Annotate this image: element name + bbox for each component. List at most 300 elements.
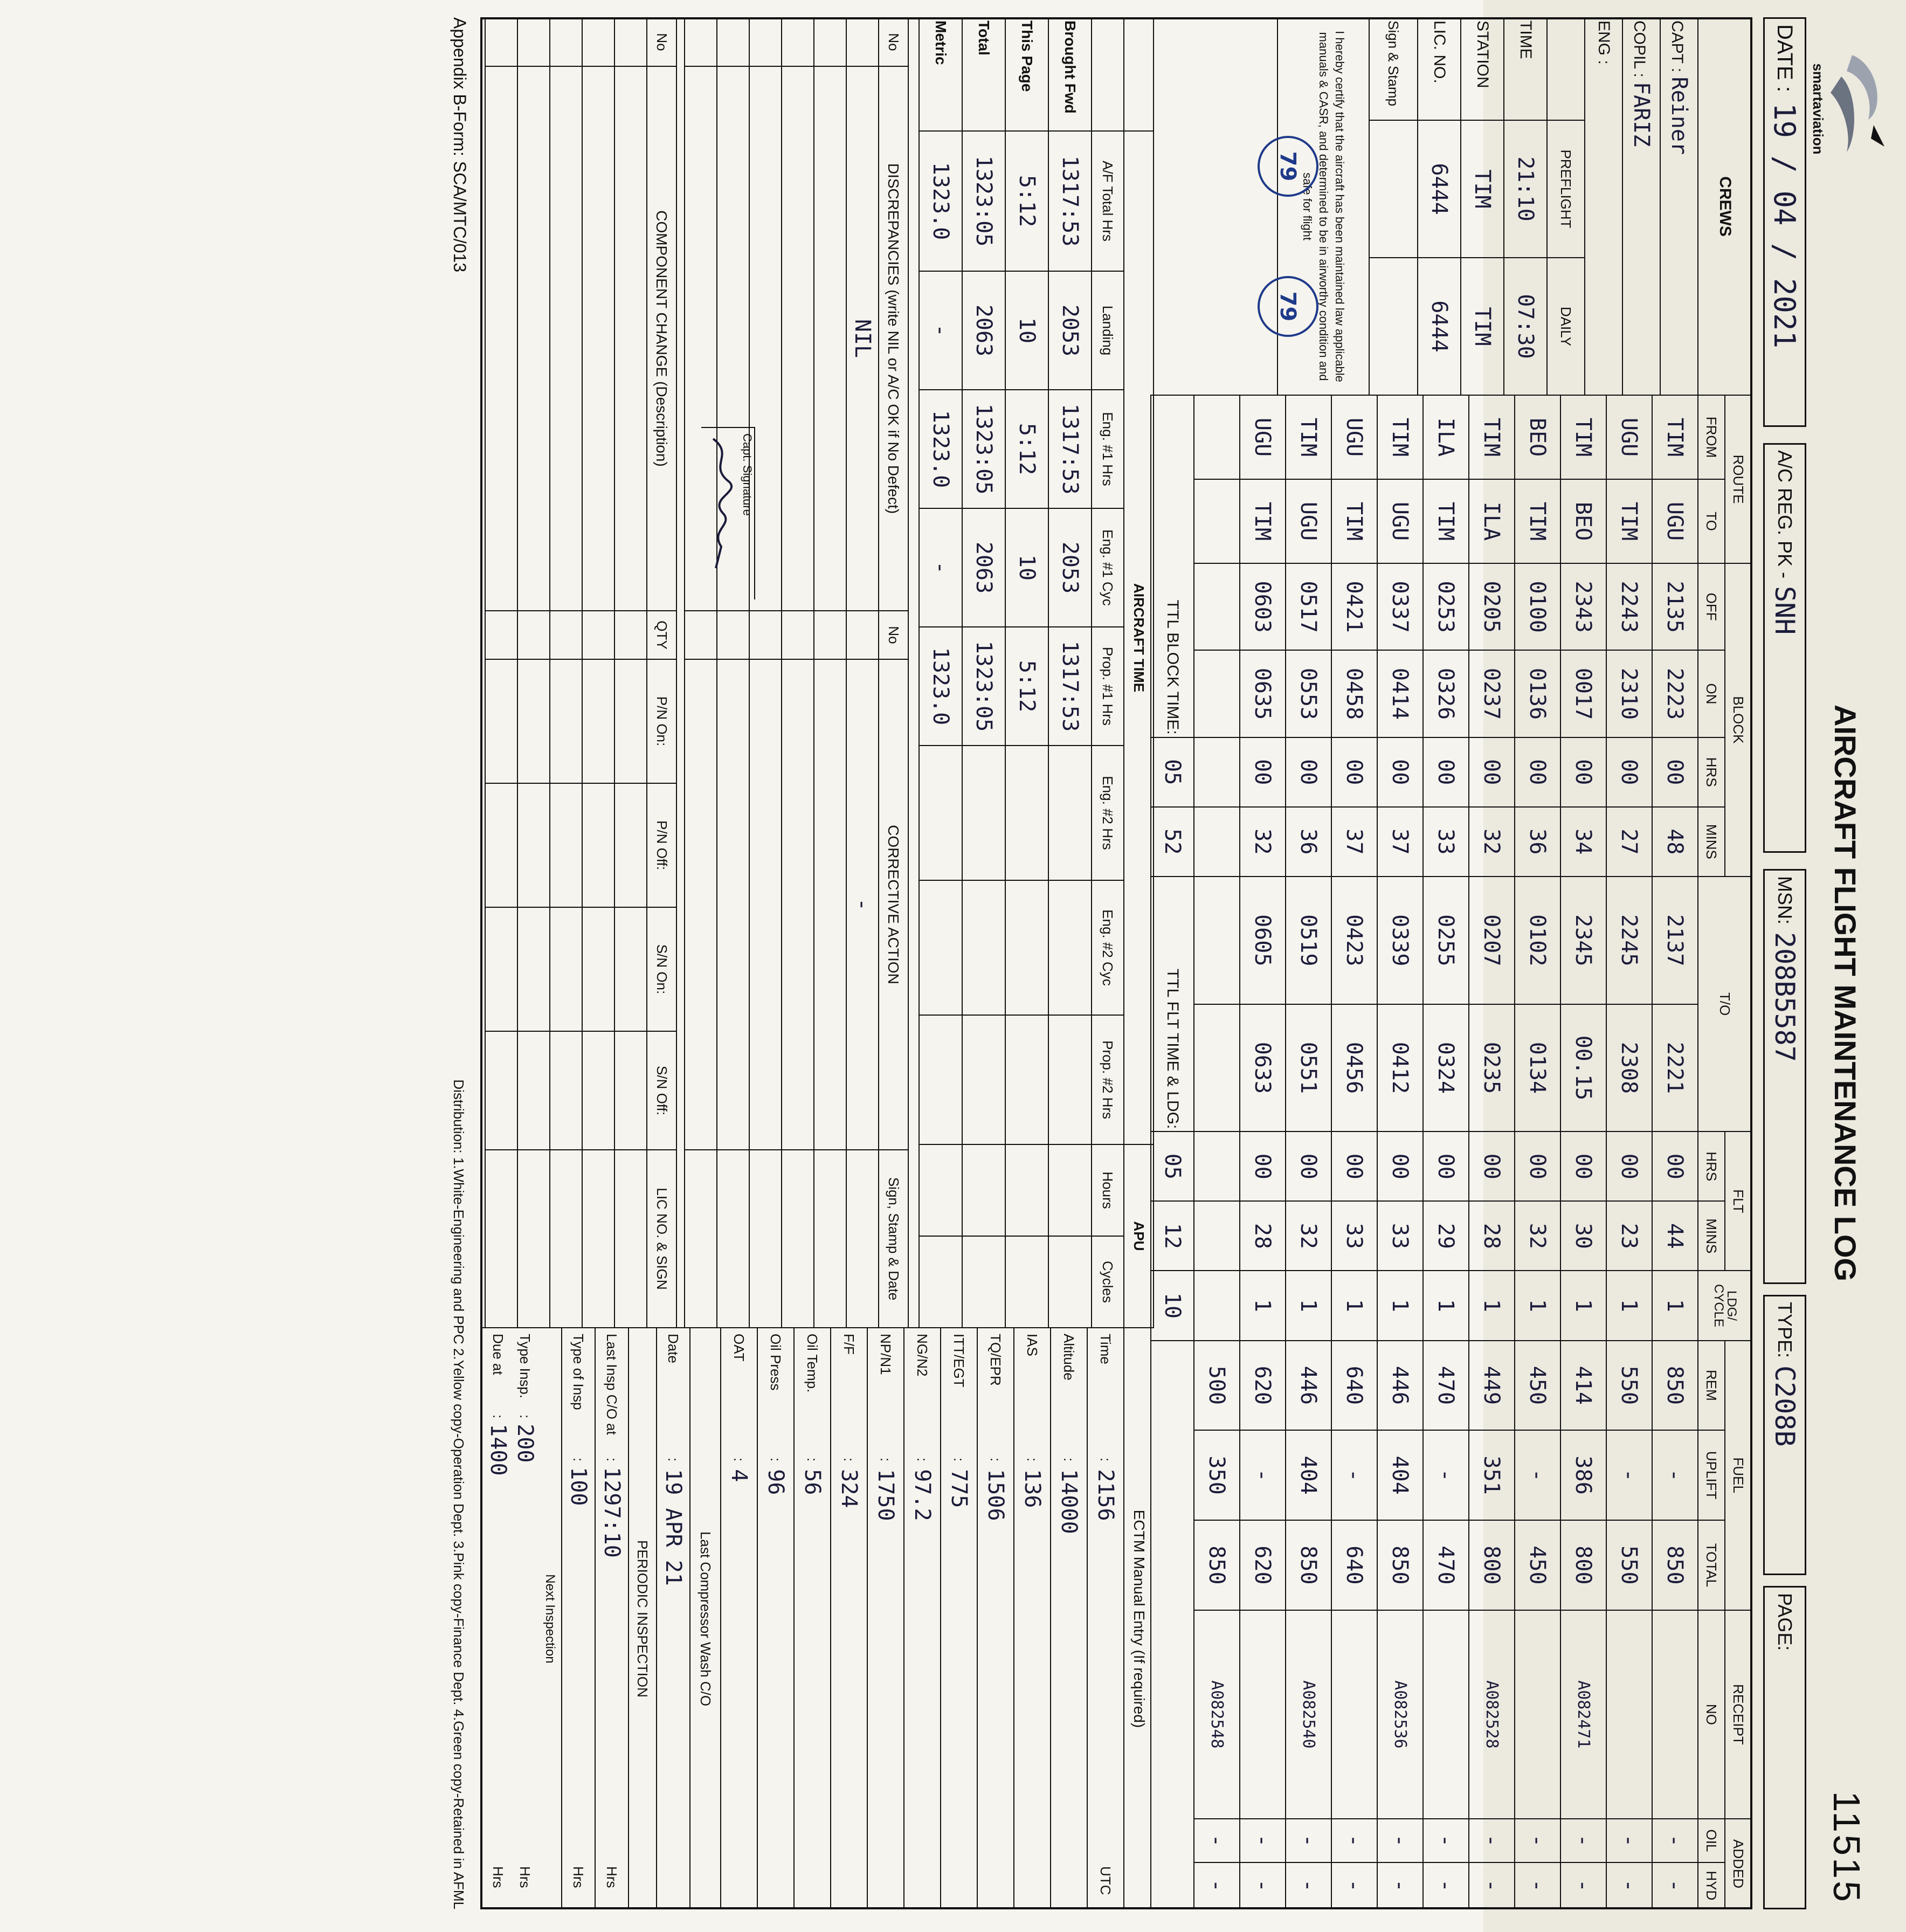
flight-ldg-cell[interactable]: 0324 (1423, 1004, 1469, 1132)
flight-total-cell[interactable]: 550 (1606, 1520, 1652, 1610)
daily-lic[interactable]: 6444 (1418, 258, 1461, 395)
flight-total-cell[interactable]: 850 (1194, 1520, 1240, 1610)
apu-hours-1[interactable] (1048, 1144, 1092, 1236)
ectm-field-row[interactable] (940, 1328, 977, 1909)
apu-hours-2[interactable] (1005, 1144, 1048, 1236)
flight-from-cell[interactable]: ILA (1423, 395, 1469, 479)
component-cell[interactable] (485, 611, 517, 659)
flight-fhrs-cell[interactable]: 00 (1286, 1131, 1331, 1201)
aircraft-time-value[interactable]: - (919, 508, 962, 627)
sign-5[interactable] (717, 1150, 749, 1328)
flight-off-cell[interactable]: 2243 (1606, 563, 1652, 650)
component-cell[interactable] (582, 907, 614, 1031)
daily-sign[interactable] (1369, 258, 1418, 395)
due-at-row[interactable]: Due at : 1400 Hrs (485, 1328, 512, 1909)
flight-hrs-cell[interactable]: 00 (1240, 737, 1286, 807)
flight-from-cell[interactable]: TIM (1560, 395, 1606, 479)
flight-fmins-cell[interactable] (1194, 1201, 1240, 1271)
flight-off-cell[interactable]: 0253 (1423, 563, 1469, 650)
flight-on-cell[interactable]: 0237 (1469, 650, 1515, 737)
flight-no-cell[interactable]: A082528 (1469, 1610, 1515, 1819)
flight-hrs-cell[interactable]: 00 (1377, 737, 1423, 807)
flight-mins-cell[interactable]: 37 (1377, 807, 1423, 877)
flight-fmins-cell[interactable]: 23 (1606, 1201, 1652, 1271)
flight-on-cell[interactable]: 0136 (1515, 650, 1560, 737)
component-cell[interactable] (517, 611, 550, 659)
flight-fhrs-cell[interactable] (1194, 1131, 1240, 1201)
flight-from-cell[interactable]: TIM (1286, 395, 1331, 479)
ttl-flt-mins[interactable]: 12 (1151, 1201, 1194, 1271)
flight-to-time-cell[interactable]: 0207 (1469, 877, 1515, 1004)
flight-cycle-cell[interactable]: 1 (1469, 1271, 1515, 1340)
corr-4[interactable] (749, 659, 782, 1150)
flight-oil-cell[interactable]: - (1469, 1819, 1515, 1862)
aircraft-time-value[interactable] (962, 1015, 1005, 1144)
flight-fmins-cell[interactable]: 32 (1515, 1201, 1560, 1271)
flight-no-cell[interactable] (1240, 1610, 1286, 1819)
corr-no-1[interactable] (846, 611, 879, 659)
flight-fhrs-cell[interactable]: 00 (1423, 1131, 1469, 1201)
flight-to-cell[interactable]: TIM (1515, 479, 1560, 563)
capt-signature-box[interactable] (701, 427, 755, 599)
component-cell[interactable] (614, 611, 647, 659)
component-cell[interactable] (517, 18, 550, 66)
daily-time[interactable]: 07:30 (1504, 258, 1547, 395)
reg-box[interactable] (1763, 443, 1806, 853)
ectm-field-row[interactable] (867, 1328, 903, 1909)
flight-total-cell[interactable]: 450 (1515, 1520, 1560, 1610)
flight-fhrs-cell[interactable]: 00 (1331, 1131, 1377, 1201)
flight-hyd-cell[interactable]: - (1240, 1862, 1286, 1909)
aircraft-time-value[interactable]: 1317:53 (1048, 390, 1092, 508)
flight-no-cell[interactable]: A082548 (1194, 1610, 1240, 1819)
disc-2[interactable] (814, 66, 846, 611)
aircraft-time-value[interactable]: 2063 (962, 508, 1005, 627)
flight-mins-cell[interactable]: 36 (1515, 807, 1560, 877)
aircraft-time-value[interactable]: 5:12 (1005, 390, 1048, 508)
flight-cycle-cell[interactable] (1194, 1271, 1240, 1340)
flight-on-cell[interactable]: 0553 (1286, 650, 1331, 737)
component-cell[interactable] (614, 1150, 647, 1328)
corr-no-3[interactable] (782, 611, 814, 659)
flight-cycle-cell[interactable]: 1 (1377, 1271, 1423, 1340)
aircraft-time-value[interactable]: 1323.0 (919, 627, 962, 746)
flight-ldg-cell[interactable]: 0633 (1240, 1004, 1286, 1132)
ectm-field-row[interactable] (1050, 1328, 1087, 1909)
flight-fmins-cell[interactable]: 44 (1652, 1201, 1698, 1271)
flight-hyd-cell[interactable]: - (1423, 1862, 1469, 1909)
flight-on-cell[interactable]: 0017 (1560, 650, 1606, 737)
component-cell[interactable] (550, 783, 582, 907)
flight-no-cell[interactable] (1423, 1610, 1469, 1819)
component-cell[interactable] (550, 1150, 582, 1328)
flight-to-time-cell[interactable]: 2137 (1652, 877, 1698, 1004)
aircraft-time-value[interactable] (1005, 880, 1048, 1015)
component-cell[interactable] (582, 611, 614, 659)
flight-on-cell[interactable]: 0414 (1377, 650, 1423, 737)
sign-1[interactable] (846, 1150, 879, 1328)
flight-rem-cell[interactable]: 620 (1240, 1341, 1286, 1431)
component-cell[interactable] (550, 907, 582, 1031)
flight-oil-cell[interactable]: - (1286, 1819, 1331, 1862)
corr-no-2[interactable] (814, 611, 846, 659)
sign-6[interactable] (685, 1150, 717, 1328)
component-cell[interactable] (582, 659, 614, 783)
flight-on-cell[interactable] (1194, 650, 1240, 737)
flight-uplift-cell[interactable]: - (1606, 1430, 1652, 1520)
aircraft-time-value[interactable] (1005, 1015, 1048, 1144)
component-cell[interactable] (550, 66, 582, 611)
flight-oil-cell[interactable]: - (1331, 1819, 1377, 1862)
copil-row[interactable] (1622, 18, 1660, 395)
discrepancy-value[interactable]: NIL (846, 66, 879, 611)
flight-hyd-cell[interactable]: - (1652, 1862, 1698, 1909)
flight-uplift-cell[interactable]: - (1423, 1430, 1469, 1520)
aircraft-time-value[interactable]: 1323.0 (919, 131, 962, 271)
component-cell[interactable] (517, 907, 550, 1031)
ttl-flt-hrs[interactable]: 05 (1151, 1131, 1194, 1201)
flight-uplift-cell[interactable]: - (1515, 1430, 1560, 1520)
flight-oil-cell[interactable]: - (1515, 1819, 1560, 1862)
component-cell[interactable] (517, 783, 550, 907)
corr-no-4[interactable] (749, 611, 782, 659)
flight-fmins-cell[interactable]: 28 (1469, 1201, 1515, 1271)
flight-off-cell[interactable]: 0205 (1469, 563, 1515, 650)
flight-on-cell[interactable]: 0635 (1240, 650, 1286, 737)
flight-mins-cell[interactable]: 27 (1606, 807, 1652, 877)
disc-3[interactable] (782, 66, 814, 611)
flight-rem-cell[interactable]: 550 (1606, 1341, 1652, 1431)
next-type-row[interactable]: Type Insp. : 200 Hrs (512, 1328, 538, 1909)
preflight-station[interactable]: TIM (1461, 120, 1504, 258)
flight-to-time-cell[interactable]: 2345 (1560, 877, 1606, 1004)
aircraft-time-value[interactable]: 2053 (1048, 271, 1092, 390)
flight-on-cell[interactable]: 0458 (1331, 650, 1377, 737)
preflight-sign[interactable] (1369, 120, 1418, 258)
component-cell[interactable] (582, 1150, 614, 1328)
flight-from-cell[interactable]: TIM (1652, 395, 1698, 479)
flight-no-cell[interactable] (1331, 1610, 1377, 1819)
msn-box[interactable] (1763, 869, 1806, 1284)
flight-hrs-cell[interactable]: 00 (1560, 737, 1606, 807)
apu-cycles-1[interactable] (1048, 1236, 1092, 1328)
component-cell[interactable] (550, 611, 582, 659)
flight-uplift-cell[interactable]: 404 (1377, 1430, 1423, 1520)
flight-hrs-cell[interactable]: 00 (1469, 737, 1515, 807)
aircraft-time-value[interactable]: 1317:53 (1048, 131, 1092, 271)
capt-row[interactable] (1660, 18, 1698, 395)
component-cell[interactable] (517, 66, 550, 611)
flight-ldg-cell[interactable]: 0134 (1515, 1004, 1560, 1132)
corr-no-5[interactable] (717, 611, 749, 659)
flight-cycle-cell[interactable]: 1 (1286, 1271, 1331, 1340)
flight-ldg-cell[interactable]: 0235 (1469, 1004, 1515, 1132)
corr-2[interactable] (814, 659, 846, 1150)
flight-off-cell[interactable]: 0517 (1286, 563, 1331, 650)
flight-total-cell[interactable]: 800 (1469, 1520, 1515, 1610)
flight-fmins-cell[interactable]: 32 (1286, 1201, 1331, 1271)
compressor-wash-date-row[interactable]: Date : 19 APR 21 (656, 1328, 689, 1909)
aircraft-time-value[interactable] (1048, 1015, 1092, 1144)
flight-off-cell[interactable]: 0337 (1377, 563, 1423, 650)
flight-cycle-cell[interactable]: 1 (1560, 1271, 1606, 1340)
component-cell[interactable] (550, 659, 582, 783)
flight-on-cell[interactable]: 2223 (1652, 650, 1698, 737)
flight-uplift-cell[interactable]: 404 (1286, 1430, 1331, 1520)
flight-hyd-cell[interactable]: - (1560, 1862, 1606, 1909)
component-cell[interactable] (485, 1150, 517, 1328)
aircraft-time-value[interactable]: 1323.0 (919, 390, 962, 508)
flight-to-cell[interactable] (1194, 479, 1240, 563)
aircraft-time-value[interactable] (962, 880, 1005, 1015)
ectm-field-row[interactable] (1087, 1328, 1123, 1909)
flight-total-cell[interactable]: 800 (1560, 1520, 1606, 1610)
flight-from-cell[interactable] (1194, 395, 1240, 479)
flight-off-cell[interactable]: 0100 (1515, 563, 1560, 650)
ectm-field-row[interactable] (720, 1328, 757, 1909)
component-cell[interactable] (614, 659, 647, 783)
flight-mins-cell[interactable]: 33 (1423, 807, 1469, 877)
flight-fhrs-cell[interactable]: 00 (1606, 1131, 1652, 1201)
flight-to-cell[interactable]: TIM (1606, 479, 1652, 563)
flight-cycle-cell[interactable]: 1 (1606, 1271, 1652, 1340)
flight-to-cell[interactable]: TIM (1423, 479, 1469, 563)
aircraft-time-value[interactable]: 1323:05 (962, 627, 1005, 746)
ectm-field-row[interactable] (757, 1328, 793, 1909)
ectm-field-row[interactable] (830, 1328, 867, 1909)
flight-fhrs-cell[interactable]: 00 (1469, 1131, 1515, 1201)
corr-no-6[interactable] (685, 611, 717, 659)
aircraft-time-value[interactable]: 10 (1005, 271, 1048, 390)
component-cell[interactable] (614, 66, 647, 611)
flight-to-cell[interactable]: TIM (1331, 479, 1377, 563)
flight-fhrs-cell[interactable]: 00 (1652, 1131, 1698, 1201)
corr-5[interactable] (717, 659, 749, 1150)
apu-cycles-4[interactable] (919, 1236, 962, 1328)
flight-to-time-cell[interactable]: 0255 (1423, 877, 1469, 1004)
corr-6[interactable] (685, 659, 717, 1150)
flight-rem-cell[interactable]: 850 (1652, 1341, 1698, 1431)
aircraft-time-value[interactable] (1005, 746, 1048, 880)
aircraft-time-value[interactable]: 10 (1005, 508, 1048, 627)
flight-rem-cell[interactable]: 500 (1194, 1341, 1240, 1431)
flight-on-cell[interactable]: 2310 (1606, 650, 1652, 737)
aircraft-time-value[interactable]: 2053 (1048, 508, 1092, 627)
flight-rem-cell[interactable]: 449 (1469, 1341, 1515, 1431)
flight-ldg-cell[interactable]: 00.15 (1560, 1004, 1606, 1132)
flight-hrs-cell[interactable]: 00 (1652, 737, 1698, 807)
ectm-field-row[interactable] (903, 1328, 940, 1909)
component-cell[interactable] (517, 1031, 550, 1150)
flight-oil-cell[interactable]: - (1377, 1819, 1423, 1862)
flight-to-cell[interactable]: BEO (1560, 479, 1606, 563)
component-cell[interactable] (582, 66, 614, 611)
date-box[interactable] (1763, 17, 1806, 427)
aircraft-time-value[interactable] (919, 1015, 962, 1144)
flight-hyd-cell[interactable]: - (1469, 1862, 1515, 1909)
flight-off-cell[interactable] (1194, 563, 1240, 650)
flight-to-time-cell[interactable]: 0605 (1240, 877, 1286, 1004)
sign-4[interactable] (749, 1150, 782, 1328)
flight-mins-cell[interactable]: 32 (1469, 807, 1515, 877)
flight-ldg-cell[interactable]: 0412 (1377, 1004, 1423, 1132)
flight-to-time-cell[interactable] (1194, 877, 1240, 1004)
flight-cycle-cell[interactable]: 1 (1240, 1271, 1286, 1340)
component-cell[interactable] (582, 1031, 614, 1150)
apu-hours-4[interactable] (919, 1144, 962, 1236)
flight-hyd-cell[interactable]: - (1194, 1862, 1240, 1909)
flight-no-cell[interactable] (1515, 1610, 1560, 1819)
flight-uplift-cell[interactable]: 386 (1560, 1430, 1606, 1520)
flight-fhrs-cell[interactable]: 00 (1377, 1131, 1423, 1201)
eng-row[interactable] (1585, 18, 1622, 395)
component-cell[interactable] (614, 907, 647, 1031)
aircraft-time-value[interactable]: - (919, 271, 962, 390)
flight-total-cell[interactable]: 620 (1240, 1520, 1286, 1610)
flight-hyd-cell[interactable]: - (1331, 1862, 1377, 1909)
flight-rem-cell[interactable]: 446 (1377, 1341, 1423, 1431)
flight-to-time-cell[interactable]: 0102 (1515, 877, 1560, 1004)
flight-to-time-cell[interactable]: 0423 (1331, 877, 1377, 1004)
component-cell[interactable] (485, 1031, 517, 1150)
component-cell[interactable] (517, 659, 550, 783)
component-cell[interactable] (485, 907, 517, 1031)
flight-cycle-cell[interactable]: 1 (1515, 1271, 1560, 1340)
flight-fhrs-cell[interactable]: 00 (1560, 1131, 1606, 1201)
aircraft-time-value[interactable] (1048, 880, 1092, 1015)
flight-rem-cell[interactable]: 470 (1423, 1341, 1469, 1431)
flight-hyd-cell[interactable]: - (1515, 1862, 1560, 1909)
preflight-time[interactable]: 21:10 (1504, 120, 1547, 258)
flight-total-cell[interactable]: 470 (1423, 1520, 1469, 1610)
flight-mins-cell[interactable]: 36 (1286, 807, 1331, 877)
aircraft-time-value[interactable]: 5:12 (1005, 131, 1048, 271)
flight-oil-cell[interactable]: - (1423, 1819, 1469, 1862)
flight-no-cell[interactable] (1606, 1610, 1652, 1819)
disc-no-6[interactable] (685, 18, 717, 66)
flight-rem-cell[interactable]: 640 (1331, 1341, 1377, 1431)
flight-uplift-cell[interactable]: - (1652, 1430, 1698, 1520)
flight-oil-cell[interactable]: - (1560, 1819, 1606, 1862)
flight-fmins-cell[interactable]: 33 (1377, 1201, 1423, 1271)
sign-2[interactable] (814, 1150, 846, 1328)
flight-cycle-cell[interactable]: 1 (1423, 1271, 1469, 1340)
flight-from-cell[interactable]: UGU (1240, 395, 1286, 479)
flight-total-cell[interactable]: 850 (1286, 1520, 1331, 1610)
type-insp-row[interactable]: Type of Insp : 100 Hrs (561, 1328, 595, 1909)
component-cell[interactable] (582, 783, 614, 907)
flight-rem-cell[interactable]: 450 (1515, 1341, 1560, 1431)
flight-hyd-cell[interactable]: - (1286, 1862, 1331, 1909)
flight-to-cell[interactable]: UGU (1286, 479, 1331, 563)
flight-from-cell[interactable]: TIM (1469, 395, 1515, 479)
flight-hyd-cell[interactable]: - (1377, 1862, 1423, 1909)
flight-cycle-cell[interactable]: 1 (1652, 1271, 1698, 1340)
flight-from-cell[interactable]: UGU (1331, 395, 1377, 479)
flight-fmins-cell[interactable]: 30 (1560, 1201, 1606, 1271)
flight-from-cell[interactable]: TIM (1377, 395, 1423, 479)
flight-uplift-cell[interactable]: 350 (1194, 1430, 1240, 1520)
flight-to-cell[interactable]: ILA (1469, 479, 1515, 563)
disc-no-4[interactable] (749, 18, 782, 66)
flight-off-cell[interactable]: 0603 (1240, 563, 1286, 650)
flight-hrs-cell[interactable]: 00 (1331, 737, 1377, 807)
flight-fmins-cell[interactable]: 33 (1331, 1201, 1377, 1271)
flight-from-cell[interactable]: BEO (1515, 395, 1560, 479)
component-cell[interactable] (614, 783, 647, 907)
flight-to-cell[interactable]: UGU (1652, 479, 1698, 563)
page-box[interactable] (1763, 1586, 1806, 1909)
apu-hours-3[interactable] (962, 1144, 1005, 1236)
component-cell[interactable] (485, 659, 517, 783)
sign-3[interactable] (782, 1150, 814, 1328)
flight-to-time-cell[interactable]: 0339 (1377, 877, 1423, 1004)
aircraft-time-value[interactable] (919, 880, 962, 1015)
ectm-field-row[interactable] (793, 1328, 830, 1909)
flight-fmins-cell[interactable]: 28 (1240, 1201, 1286, 1271)
flight-no-cell[interactable] (1652, 1610, 1698, 1819)
component-cell[interactable] (550, 18, 582, 66)
flight-ldg-cell[interactable]: 2221 (1652, 1004, 1698, 1132)
flight-rem-cell[interactable]: 446 (1286, 1341, 1331, 1431)
disc-no-3[interactable] (782, 18, 814, 66)
aircraft-time-value[interactable]: 5:12 (1005, 627, 1048, 746)
preflight-lic[interactable]: 6444 (1418, 120, 1461, 258)
flight-fhrs-cell[interactable]: 00 (1240, 1131, 1286, 1201)
flight-hrs-cell[interactable]: 00 (1423, 737, 1469, 807)
flight-fmins-cell[interactable]: 29 (1423, 1201, 1469, 1271)
flight-to-cell[interactable]: TIM (1240, 479, 1286, 563)
flight-mins-cell[interactable]: 37 (1331, 807, 1377, 877)
apu-cycles-3[interactable] (962, 1236, 1005, 1328)
ectm-field-row[interactable] (977, 1328, 1013, 1909)
flight-oil-cell[interactable]: - (1606, 1819, 1652, 1862)
aircraft-time-value[interactable] (1048, 746, 1092, 880)
flight-off-cell[interactable]: 2135 (1652, 563, 1698, 650)
flight-oil-cell[interactable]: - (1240, 1819, 1286, 1862)
component-cell[interactable] (485, 18, 517, 66)
flight-no-cell[interactable]: A082536 (1377, 1610, 1423, 1819)
flight-ldg-cell[interactable]: 0551 (1286, 1004, 1331, 1132)
flight-no-cell[interactable]: A082471 (1560, 1610, 1606, 1819)
flight-ldg-cell[interactable]: 0456 (1331, 1004, 1377, 1132)
aircraft-time-value[interactable]: 2063 (962, 271, 1005, 390)
flight-mins-cell[interactable]: 34 (1560, 807, 1606, 877)
aircraft-time-value[interactable]: 1323:05 (962, 131, 1005, 271)
component-cell[interactable] (614, 1031, 647, 1150)
flight-fhrs-cell[interactable]: 00 (1515, 1131, 1560, 1201)
apu-cycles-2[interactable] (1005, 1236, 1048, 1328)
flight-uplift-cell[interactable]: 351 (1469, 1430, 1515, 1520)
flight-ldg-cell[interactable] (1194, 1004, 1240, 1132)
component-cell[interactable] (517, 1150, 550, 1328)
flight-to-time-cell[interactable]: 0519 (1286, 877, 1331, 1004)
flight-uplift-cell[interactable]: - (1240, 1430, 1286, 1520)
disc-no-5[interactable] (717, 18, 749, 66)
ectm-field-row[interactable] (1013, 1328, 1050, 1909)
flight-hrs-cell[interactable] (1194, 737, 1240, 807)
flight-to-time-cell[interactable]: 2245 (1606, 877, 1652, 1004)
disc-no-2[interactable] (814, 18, 846, 66)
last-insp-row[interactable]: Last Insp C/O at : 1297:10 Hrs (595, 1328, 628, 1909)
aircraft-time-value[interactable]: 1323:05 (962, 390, 1005, 508)
flight-rem-cell[interactable]: 414 (1560, 1341, 1606, 1431)
flight-no-cell[interactable]: A082540 (1286, 1610, 1331, 1819)
aircraft-time-value[interactable] (962, 746, 1005, 880)
flight-off-cell[interactable]: 0421 (1331, 563, 1377, 650)
flight-mins-cell[interactable] (1194, 807, 1240, 877)
flight-to-cell[interactable]: UGU (1377, 479, 1423, 563)
